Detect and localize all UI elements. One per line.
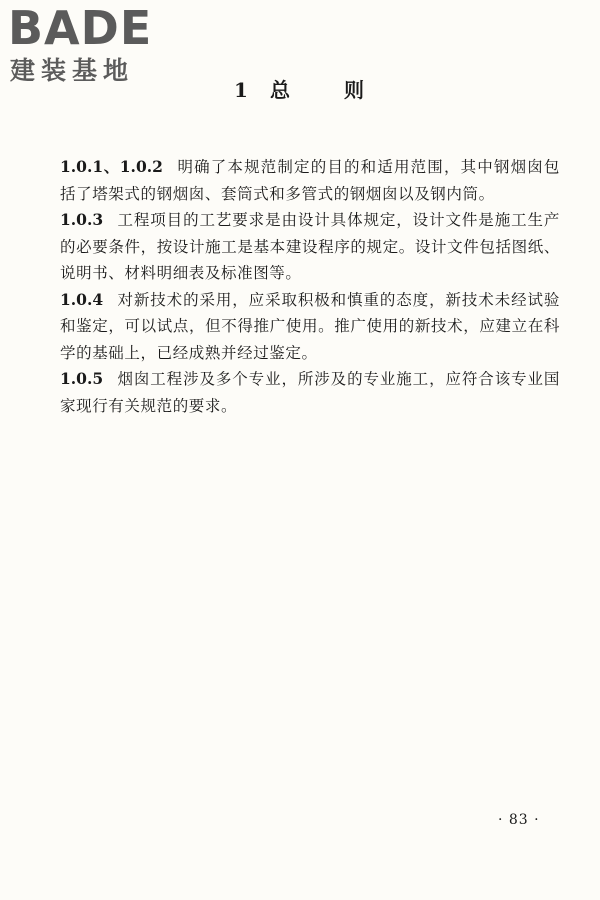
clause-paragraph (60, 366, 560, 419)
clause-number: 1.0.3 (60, 210, 104, 229)
chapter-title-word-1: 总 (269, 78, 292, 102)
page-number: · 83 · (498, 812, 540, 828)
logo-subtitle: 建装基地 (10, 56, 135, 85)
clause-number: 1.0.5 (60, 369, 104, 388)
clause-text: 工程项目的工艺要求是由设计具体规定，设计文件是施工生产的必要条件，按设计施工是基本建设程序的规定。设计文件包括图纸、说明书、材料明细表及标准图等。 (60, 211, 560, 282)
clause-paragraph (60, 287, 560, 367)
clause-number: 1.0.4 (60, 289, 104, 309)
clause-number: 1.0.1、1.0.2 (60, 157, 163, 176)
chapter-body (60, 154, 560, 419)
clause-paragraph (60, 154, 560, 207)
logo-wordmark: BADE (8, 1, 153, 55)
chapter-title-word-2: 则 (343, 78, 366, 102)
clause-paragraph (60, 207, 560, 287)
chapter-title (0, 76, 600, 104)
clause-text: 明确了本规范制定的目的和适用范围，其中钢烟囱包括了塔架式的钢烟囱、套筒式和多管式的钢烟囱以及钢内筒。 (60, 158, 560, 203)
chapter-number: 1 (234, 78, 250, 102)
clause-text: 对新技术的采用，应采取积极和慎重的态度，新技术未经试验和鉴定，可以试点，但不得推广使用。推广使用的新技术，应建立在科学的基础上，已经成熟并经过鉴定。 (60, 290, 560, 362)
clause-text: 烟囱工程涉及多个专业，所涉及的专业施工，应符合该专业国家现行有关规范的要求。 (60, 370, 560, 415)
